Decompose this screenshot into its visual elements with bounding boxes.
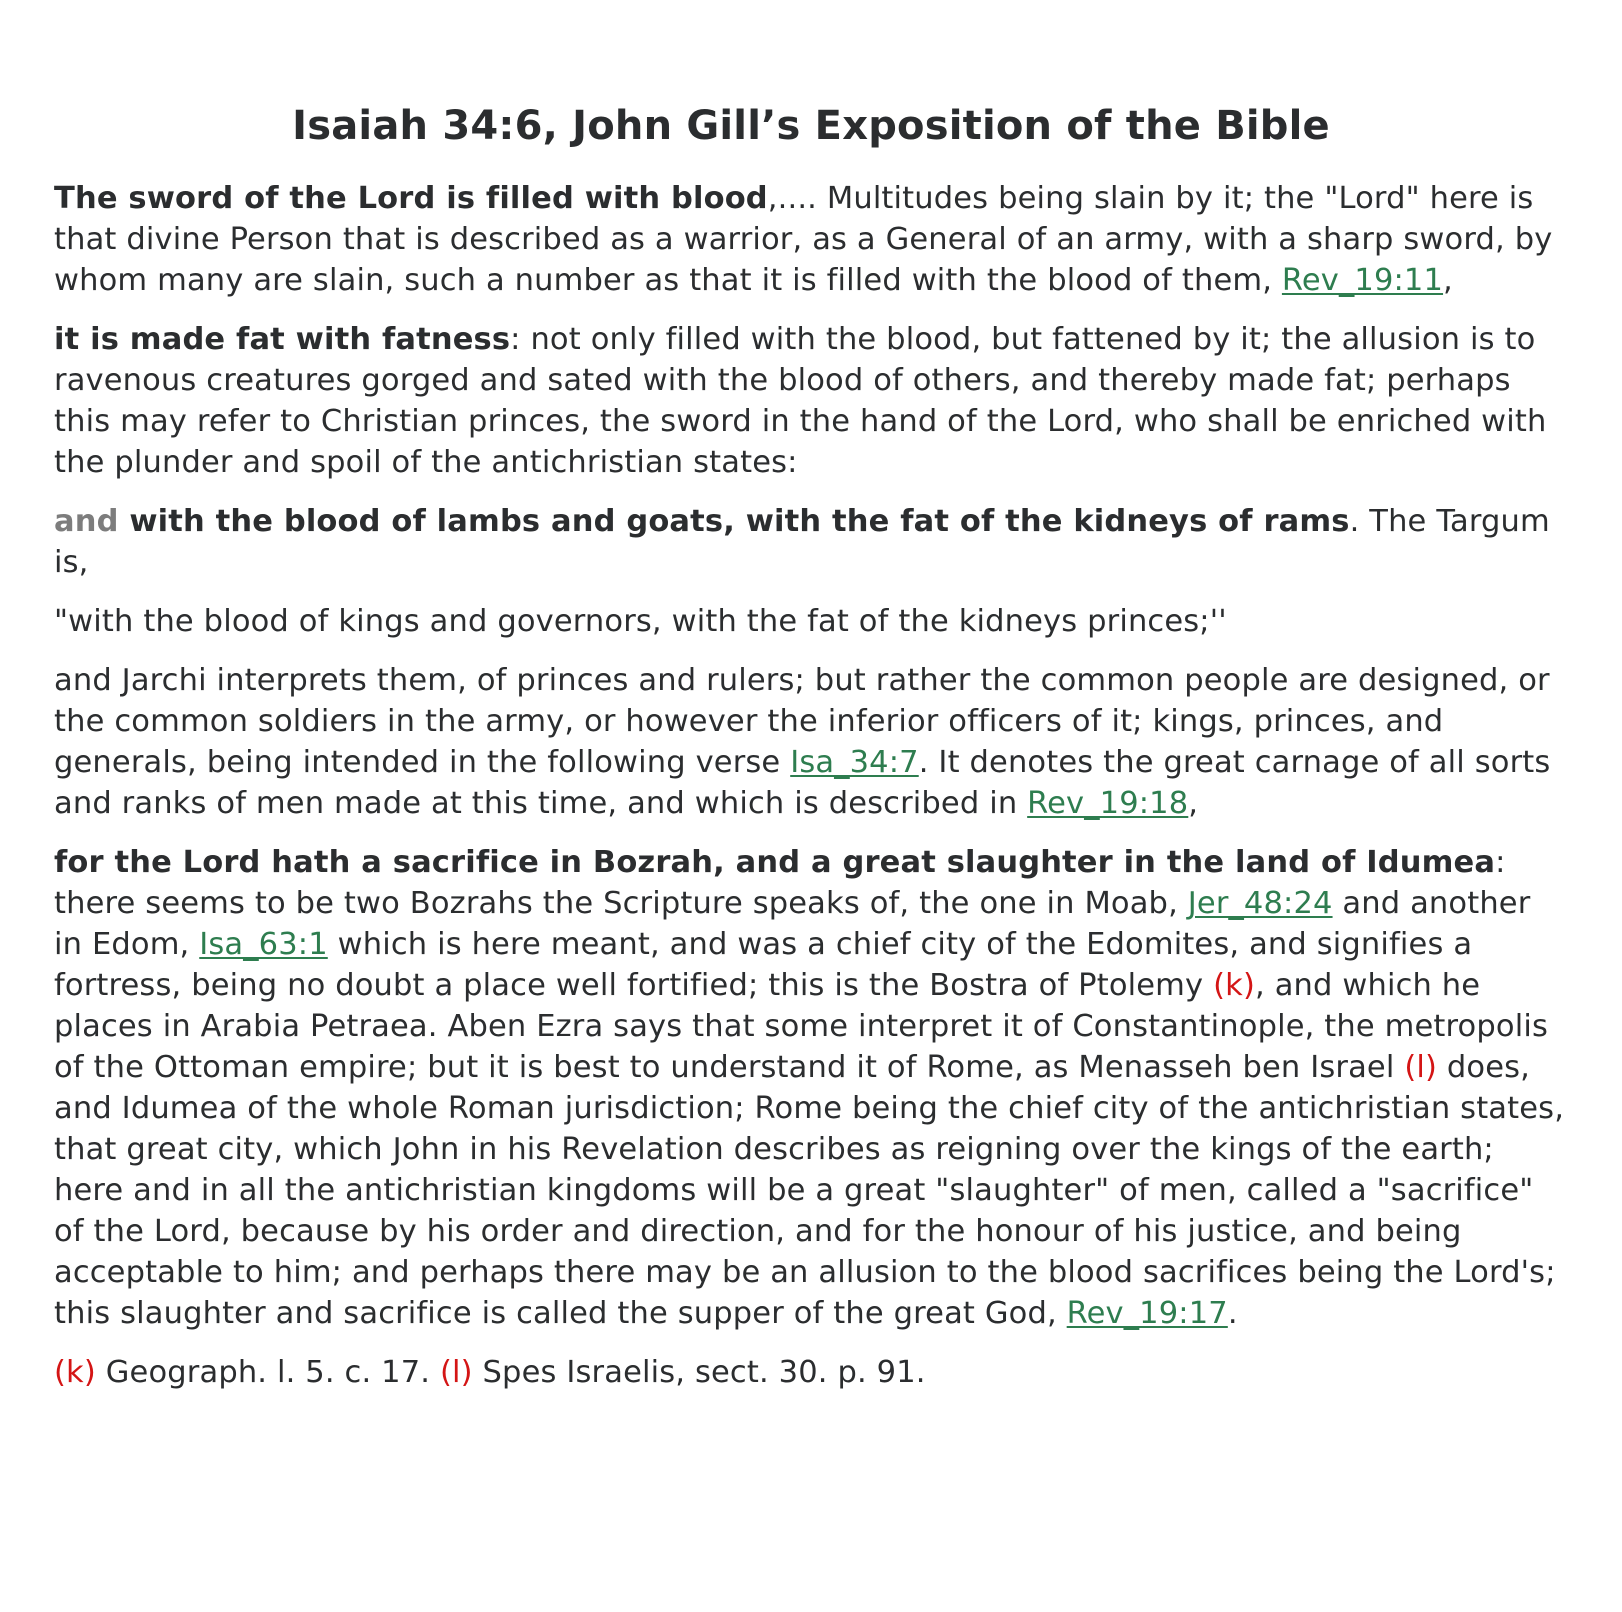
footnote-marker-k: (k) bbox=[1213, 968, 1255, 1003]
scripture-link-isa-63-1[interactable]: Isa_63:1 bbox=[199, 927, 328, 962]
scripture-link-rev-19-17[interactable]: Rev_19:17 bbox=[1066, 1296, 1228, 1331]
commentary-text: . It denotes the great carnage of all sorts and ranks of men made at this time, and which is described in bbox=[54, 745, 1551, 821]
paragraph-4-targum-quote bbox=[54, 601, 1568, 642]
commentary-text: which is here meant, and was a chief city of the Edomites, and signifies a fortress, being no doubt a place well fortified; this is the Bostra of Ptolemy bbox=[54, 927, 1473, 1003]
footnote-k-marker: (k) bbox=[54, 1355, 96, 1390]
commentary-text: : there seems to be two Bozrahs the Scripture speaks of, the one in Moab, bbox=[54, 845, 1506, 921]
page-title: Isaiah 34:6, John Gill’s Exposition of the Bible bbox=[292, 103, 1330, 149]
punctuation: , bbox=[1443, 263, 1453, 298]
paragraph-1 bbox=[54, 178, 1568, 301]
verse-phrase: with the blood of lambs and goats, with the fat of the kidneys of rams bbox=[118, 504, 1350, 539]
footnote-l-marker: (l) bbox=[439, 1355, 473, 1390]
scripture-link-rev-19-11[interactable]: Rev_19:11 bbox=[1281, 263, 1444, 298]
commentary-text: ,.... Multitudes being slain by it; the "Lord" here is that divine Person that is described as a warrior, as a General of an army, with a sharp sword, by whom many are slain, such a number as that it is filled with the blood of them, bbox=[54, 181, 1553, 298]
verse-phrase: The sword of the Lord is filled with blood bbox=[54, 181, 768, 216]
commentary-text: does, and Idumea of the whole Roman jurisdiction; Rome being the chief city of the antichristian states, that great city, which John in his Revelation describes as reigning over the kings of the earth; here and in all the antichristian kingdoms will be a great "slaughter" of men, called a "sacrifice" of the Lord, because by his order and direction, and for the honour of his justice, and being acceptable to him; and perhaps there may be an allusion to the blood sacrifices being the Lord's; this slaughter and sacrifice is called the supper of the great God, bbox=[54, 1050, 1565, 1331]
paragraph-3 bbox=[54, 501, 1568, 583]
scripture-link-jer-48-24[interactable]: Jer_48:24 bbox=[1187, 886, 1333, 921]
verse-conjunction: and bbox=[54, 504, 119, 539]
punctuation: , bbox=[1188, 786, 1199, 821]
paragraph-5 bbox=[54, 660, 1568, 824]
commentary-text: and another in Edom, bbox=[54, 886, 1531, 962]
footnote-k-text: Geograph. l. 5. c. 17. bbox=[95, 1355, 440, 1390]
footnote-marker-l: (l) bbox=[1404, 1050, 1438, 1085]
paragraph-2 bbox=[54, 319, 1568, 483]
verse-phrase: for the Lord hath a sacrifice in Bozrah, and a great slaughter in the land of Idumea bbox=[54, 845, 1496, 880]
paragraph-6 bbox=[54, 842, 1568, 1334]
commentary-text: and Jarchi interprets them, of princes and rulers; but rather the common people are designed, or the common soldiers in the army, or however the inferior officers of it; kings, princes, and generals, being intended in the following verse bbox=[54, 663, 1550, 780]
verse-phrase: it is made fat with fatness bbox=[54, 322, 511, 357]
footnote-l-text: Spes Israelis, sect. 30. p. 91. bbox=[472, 1355, 926, 1390]
punctuation: . bbox=[1227, 1296, 1238, 1331]
commentary-text: . The Targum is, bbox=[54, 504, 1550, 580]
commentary-text: , and which he places in Arabia Petraea. Aben Ezra says that some interpret it of Constantinople, the metropolis of the Ottoman empire; but it is best to understand it of Rome, as Menasseh ben Israel bbox=[54, 968, 1548, 1085]
scripture-link-isa-34-7[interactable]: Isa_34:7 bbox=[790, 745, 919, 780]
scripture-link-rev-19-18[interactable]: Rev_19:18 bbox=[1027, 786, 1189, 821]
footnotes bbox=[54, 1352, 1568, 1393]
targum-quote-text: "with the blood of kings and governors, with the fat of the kidneys princes;'' bbox=[54, 604, 1227, 639]
commentary-text: : not only filled with the blood, but fattened by it; the allusion is to ravenous creatures gorged and sated with the blood of others, and thereby made fat; perhaps this may refer to Christian princes, the sword in the hand of the Lord, who shall be enriched with the plunder and spoil of the antichristian states: bbox=[54, 322, 1547, 480]
